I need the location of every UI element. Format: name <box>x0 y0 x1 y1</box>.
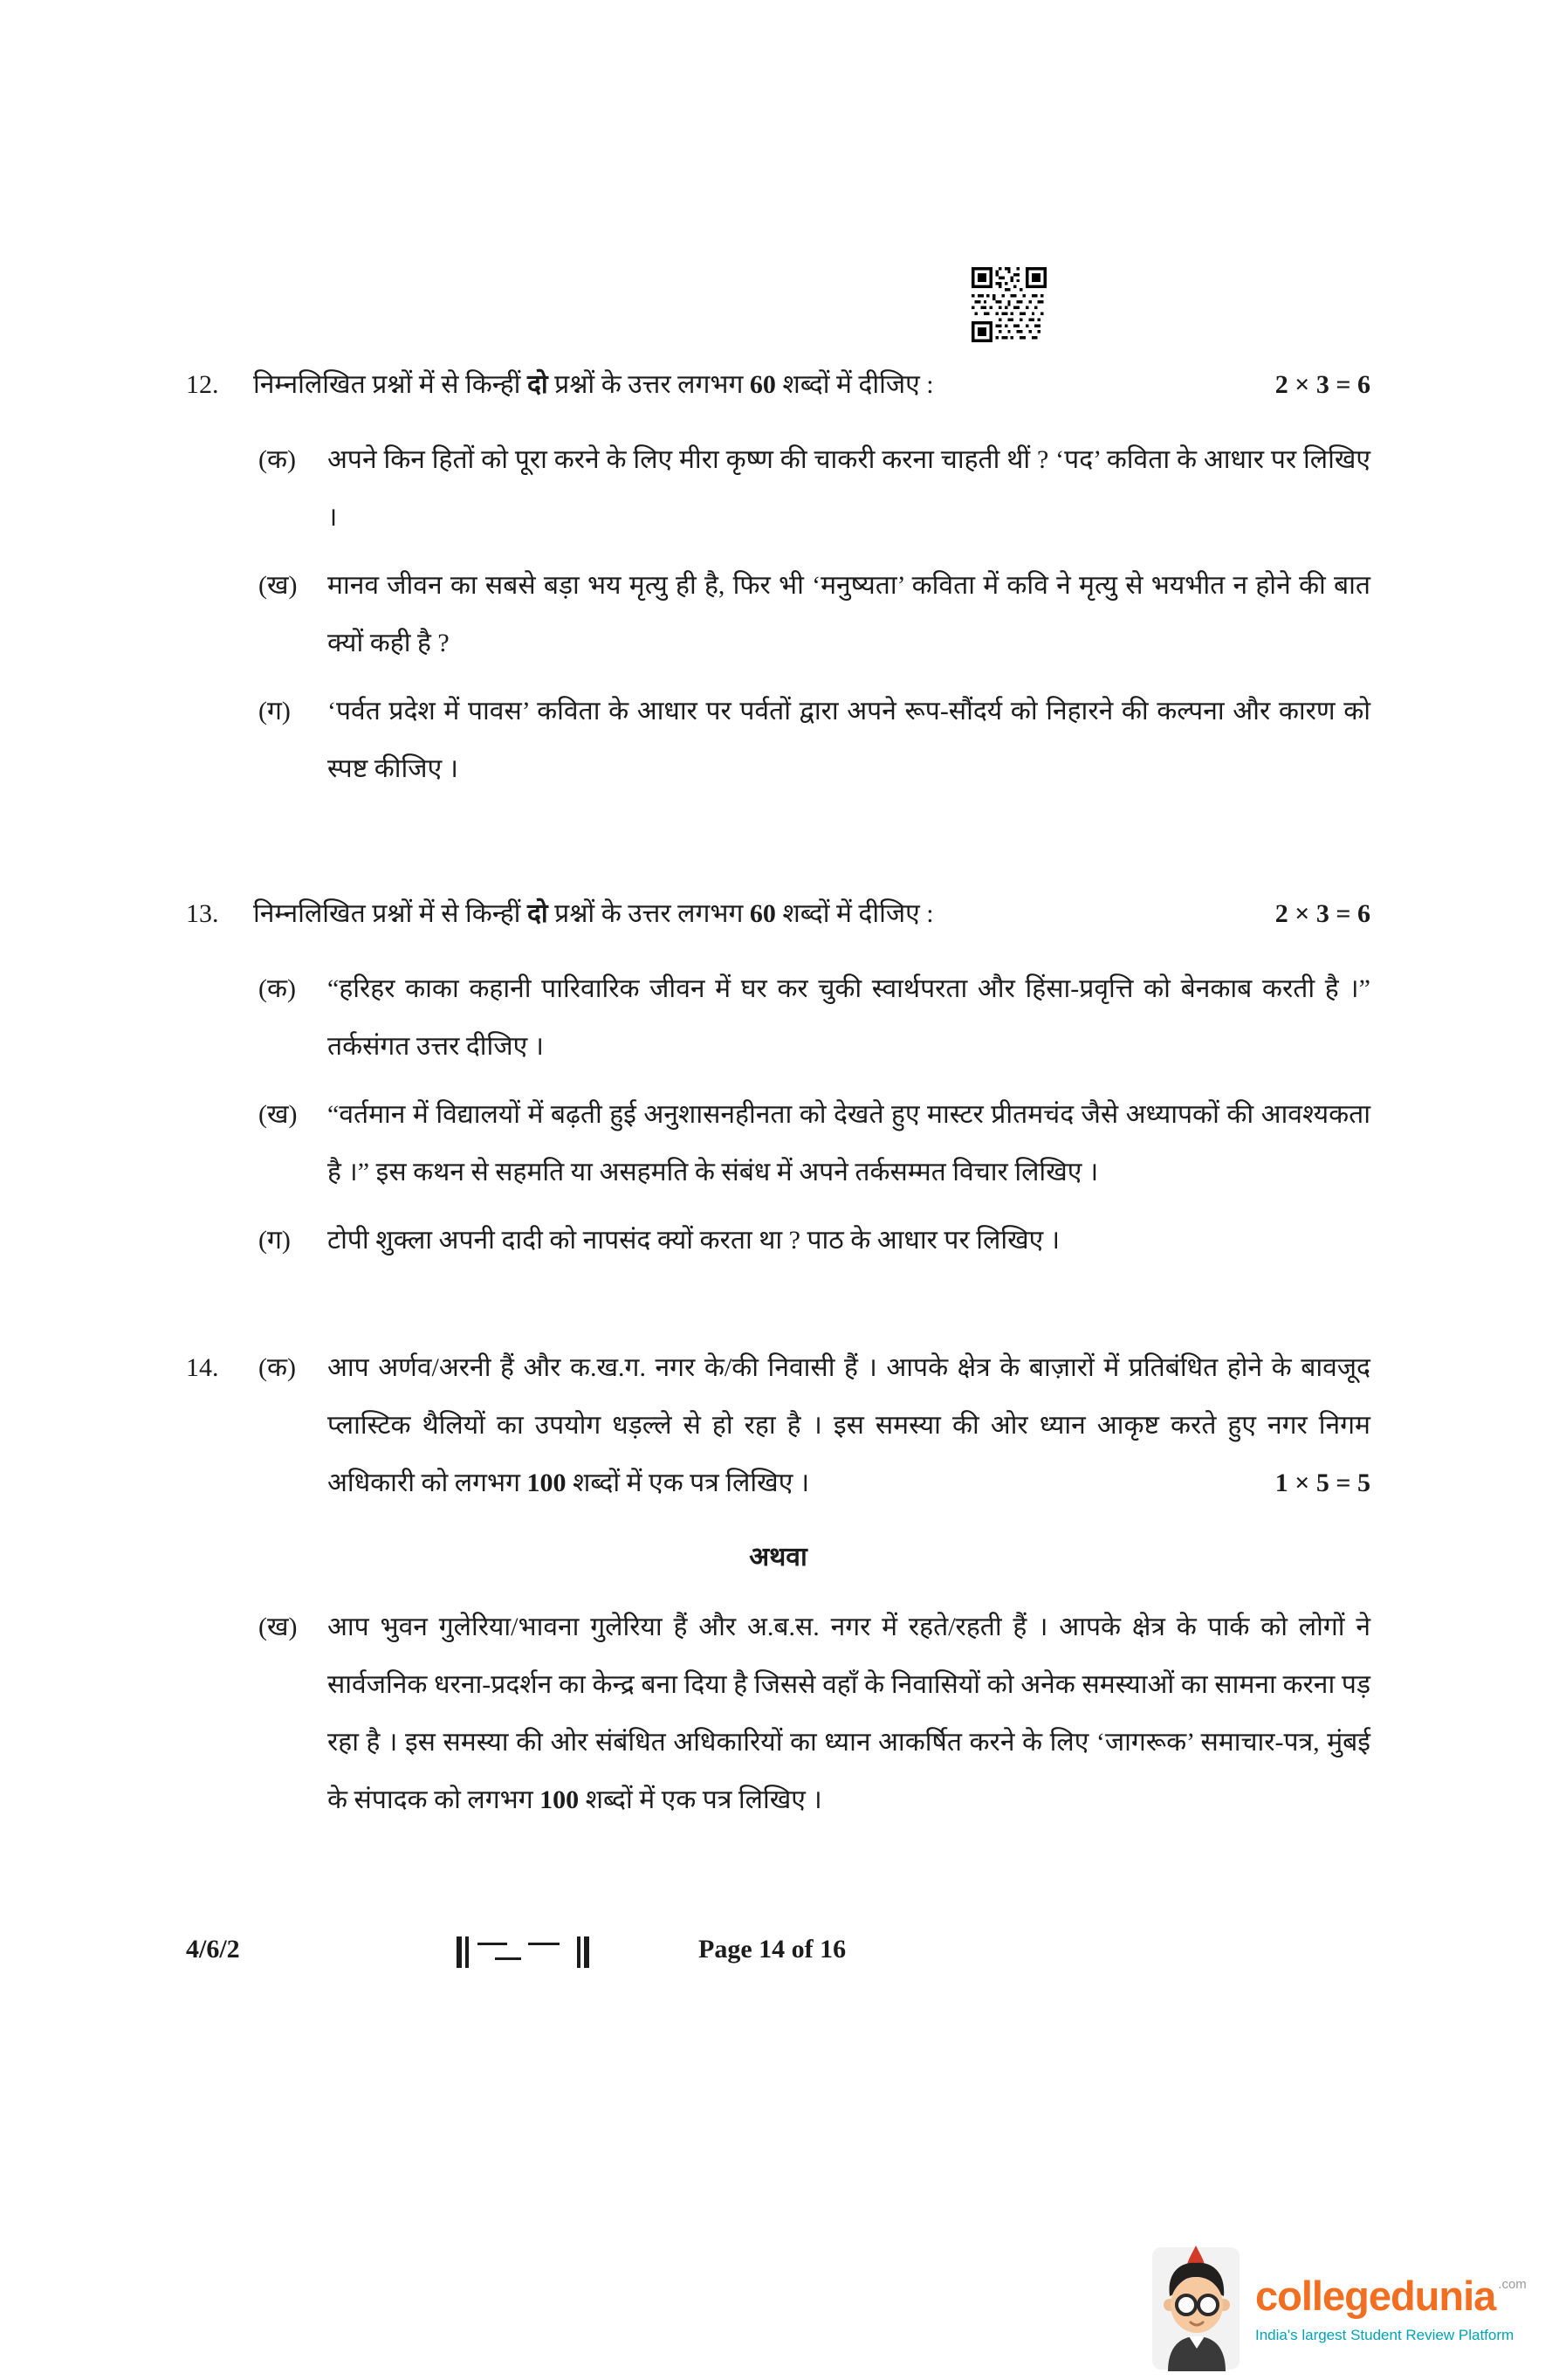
question-14 <box>186 1339 1370 1829</box>
brand-suffix: .com <box>1498 2276 1527 2292</box>
part-text: मानव जीवन का सबसे बड़ा भय मृत्यु ही है, फिर भी ‘मनुष्यता’ कविता में कवि ने मृत्यु से भयभीत न होने की बात क्यों कही है ? <box>327 571 1370 657</box>
intro-text: शब्दों में दीजिए : <box>775 899 934 928</box>
part-text-segment: शब्दों में एक पत्र लिखिए । <box>579 1785 822 1814</box>
question-12-part-a <box>186 431 1370 547</box>
marks-label: 1 × 5 = 5 <box>1274 1469 1370 1497</box>
intro-bold: दो <box>526 370 548 399</box>
brand-tagline: India's largest Student Review Platform <box>1255 2326 1514 2343</box>
part-text-segment: आप भुवन गुलेरिया/भावना गुलेरिया हैं और अ.ब.स. नगर में रहते/रहती हैं । आपके क्षेत्र के पार्क को लोगों ने सार्वजनिक धरना-प्रदर्शन का केन्द्र बना दिया है जिससे वहाँ के निवासियों को अनेक समस्याओं का सामना करना पड़ रहा है । इस समस्या की ओर संबंधित अधिकारियों का ध्यान आकर्षित करने के लिए ‘जागरूक’ समाचार-पत्र, मुंबई के संपादक को लगभग <box>327 1613 1370 1814</box>
part-text-segment: शब्दों में एक पत्र लिखिए । <box>566 1469 810 1497</box>
intro-text: प्रश्नों के उत्तर लगभग <box>547 370 750 399</box>
page-footer <box>0 1921 1559 1982</box>
question-12-header <box>186 356 1370 414</box>
intro-text: निम्नलिखित प्रश्नों में से किन्हीं <box>253 899 527 928</box>
part-text: ‘पर्वत प्रदेश में पावस’ कविता के आधार पर पर्वतों द्वारा अपने रूप-सौंदर्य को निहारने की कल्पना और कारण को स्पष्ट कीजिए । <box>327 697 1370 783</box>
logo-text <box>1255 2272 1527 2344</box>
brand-name: collegedunia <box>1255 2272 1496 2319</box>
questions-area <box>186 356 1370 1840</box>
question-12-part-b <box>186 557 1370 672</box>
part-label: (क) <box>258 445 297 474</box>
barcode-icon <box>457 1931 589 1989</box>
part-text <box>327 1599 1370 1829</box>
intro-text: निम्नलिखित प्रश्नों में से किन्हीं <box>253 370 527 399</box>
part-text <box>327 1339 1370 1512</box>
part-text-segment: आप अर्णव/अरनी हैं और क.ख.ग. नगर के/की निवासी हैं । आपके क्षेत्र के बाज़ारों में प्रतिबंधित होने के बावजूद प्लास्टिक थैलियों का उपयोग धड़ल्ले से हो रहा है । इस समस्या की ओर ध्यान आकृष्ट करते हुए नगर निगम अधिकारी को लगभग <box>327 1353 1370 1497</box>
marks-label: 2 × 3 = 6 <box>1274 370 1370 399</box>
intro-text: प्रश्नों के उत्तर लगभग <box>547 899 750 928</box>
question-number: 13. <box>186 899 219 928</box>
part-text: अपने किन हितों को पूरा करने के लिए मीरा कृष्ण की चाकरी करना चाहती थीं ? ‘पद’ कविता के आधार पर लिखिए । <box>327 445 1370 532</box>
part-label: (क) <box>258 974 297 1003</box>
question-number: 12. <box>186 370 219 399</box>
page-number-label: Page 14 of 16 <box>698 1935 847 1964</box>
mascot-icon <box>1150 2242 1241 2373</box>
question-14-part-b <box>186 1599 1370 1829</box>
part-text: “वर्तमान में विद्यालयों में बढ़ती हुई अनुशासनहीनता को देखते हुए मास्टर प्रीतमचंद जैसे अध्यापकों की आवश्यकता है ।” इस कथन से सहमति या असहमति के संबंध में अपने तर्कसम्मत विचार लिखिए । <box>327 1100 1370 1187</box>
question-13-part-b <box>186 1086 1370 1201</box>
part-label: (ख) <box>258 571 298 600</box>
intro-bold: 60 <box>749 899 776 928</box>
question-13-part-c <box>186 1212 1370 1269</box>
question-intro <box>253 356 1275 414</box>
question-12-part-c <box>186 683 1370 798</box>
collegedunia-logo <box>1150 2242 1527 2373</box>
intro-bold: दो <box>526 899 548 928</box>
intro-text: शब्दों में दीजिए : <box>775 370 934 399</box>
part-text: टोपी शुक्ला अपनी दादी को नापसंद क्यों करता था ? पाठ के आधार पर लिखिए । <box>327 1226 1061 1255</box>
or-separator: अथवा <box>749 1543 807 1572</box>
intro-bold: 60 <box>749 370 776 399</box>
part-label: (क) <box>258 1353 297 1382</box>
qr-code-icon <box>972 267 1047 342</box>
marks-label: 2 × 3 = 6 <box>1274 899 1370 928</box>
question-intro <box>253 885 1275 943</box>
question-12 <box>186 356 1370 798</box>
paper-code: 4/6/2 <box>186 1935 240 1964</box>
part-label: (ख) <box>258 1613 298 1641</box>
part-label: (ख) <box>258 1100 298 1129</box>
question-13-part-a <box>186 960 1370 1076</box>
part-text-bold: 100 <box>539 1785 580 1814</box>
part-text-bold: 100 <box>526 1469 567 1497</box>
question-14-part-a <box>186 1339 1370 1512</box>
question-13 <box>186 885 1370 1269</box>
part-text: “हरिहर काका कहानी पारिवारिक जीवन में घर कर चुकी स्वार्थपरता और हिंसा-प्रवृत्ति को बेनकाब करती है ।” तर्कसंगत उत्तर दीजिए । <box>327 974 1370 1061</box>
question-number: 14. <box>186 1353 219 1382</box>
part-label: (ग) <box>258 697 291 726</box>
question-13-header <box>186 885 1370 943</box>
part-label: (ग) <box>258 1226 291 1255</box>
